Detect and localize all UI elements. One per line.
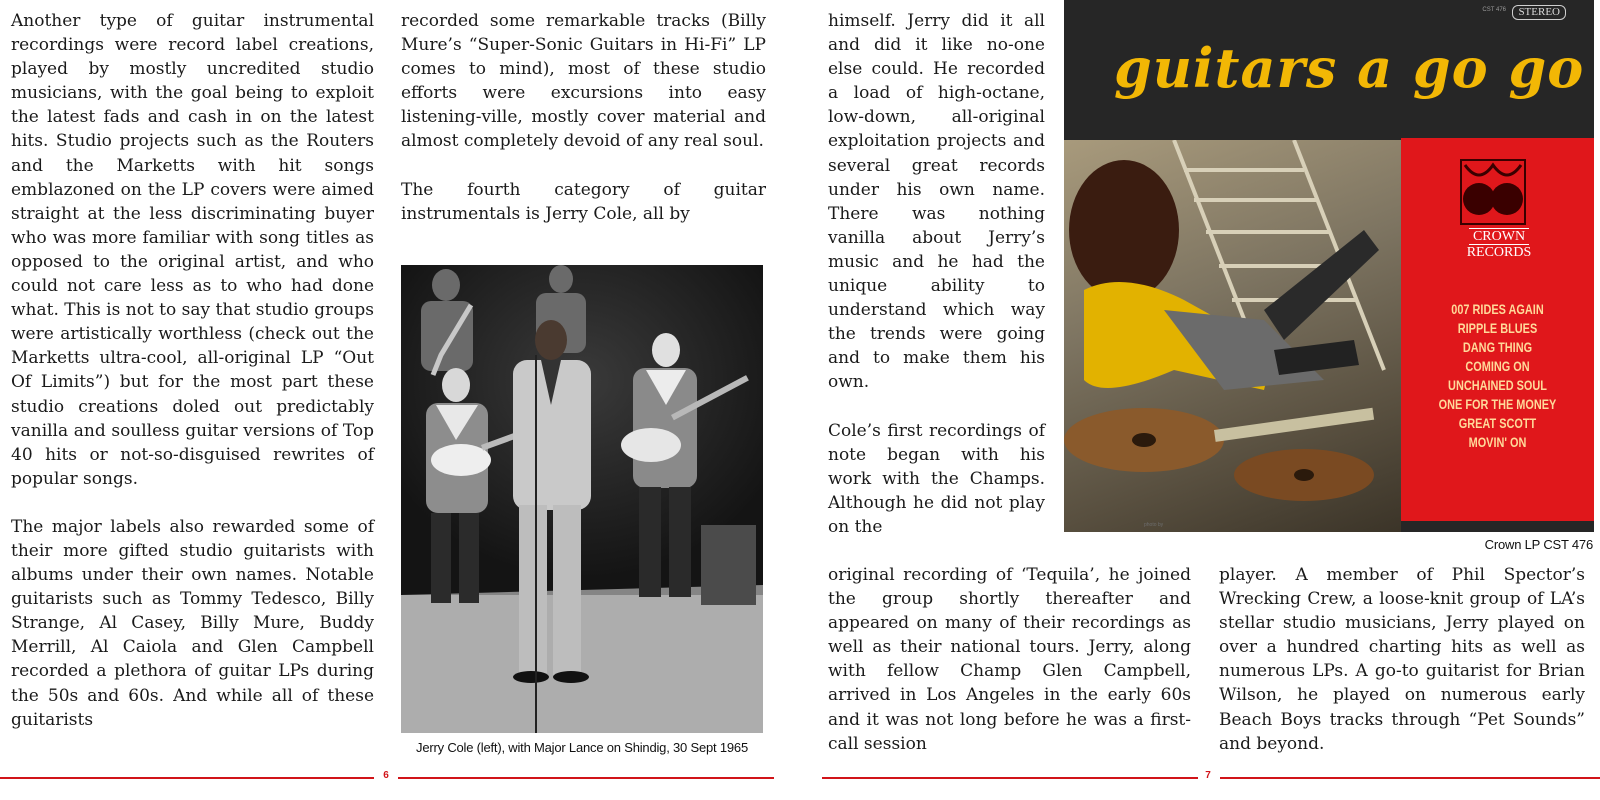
paragraph: recorded some remarkable tracks (Billy Mure’s “Super-Sonic Guitars in Hi-Fi” LP comes to mind), most of these studio efforts were excursions into easy listening-ville, mostly cover material and almost completely devoid of any real soul. <box>401 11 766 152</box>
page-number-right: 7 <box>1205 770 1211 781</box>
paragraph: Another type of guitar instrumental recordings were record label creations, played by mostly uncredited studio musicians, with the goal being to exploit the latest fads and cash in on the latest hits. Studio projects such as the Routers and the Marketts with hit songs emblazoned on the LP covers were aimed straight at the less discriminating buyer who was more familiar with song titles as opposed to the original artist, and who could not care less as to who had done what. This is not to say that studio groups were artistically worthless (check out the Marketts ultra-cool, all-original LP “Out Of Limits”) but for the most part these studio creations doled out predictably vanilla and soulless guitar versions of Top 40 hits or not-so-disguised rewrites of popular songs. <box>11 11 374 489</box>
right-column-3 <box>1219 563 1585 780</box>
page-number-left: 6 <box>383 770 389 781</box>
cover-brand-crown: CROWN <box>1469 228 1529 245</box>
cover-stereo-badge: STEREO <box>1512 5 1566 20</box>
paragraph: player. A member of Phil Spector’s Wrecking Crew, a loose-knit group of LA’s stellar studio musicians, Jerry played on over a hundred charting hits as well as numerous LPs. A go-to guitarist for Brian Wilson, he played on numerous early Beach Boys tracks through “Pet Sounds” and beyond. <box>1219 565 1585 754</box>
cover-track: RIPPLE BLUES <box>1457 320 1538 336</box>
album-cover <box>1064 0 1594 532</box>
paragraph: The major labels also rewarded some of their more gifted studio guitarists with albums under their own names. Notable guitarists such as Tommy Tedesco, Billy Strange, Al Casey, Billy Mure, Buddy Merrill, Al Caiola and Glen Campbell recorded a plethora of guitar LPs during the 50s and 60s. And while all of these guitarists <box>11 516 374 730</box>
cover-brand-records: RECORDS <box>1466 245 1532 260</box>
left-column-2 <box>401 9 766 250</box>
cover-title: guitars a go go <box>1114 36 1585 100</box>
cover-photo-credit: photo by <box>1144 522 1164 528</box>
left-column-1 <box>11 9 374 756</box>
cover-track: DANG THING <box>1462 339 1533 355</box>
paragraph: The fourth category of guitar instrumentals is Jerry Cole, all by <box>401 179 766 224</box>
photo-illustration <box>401 265 763 733</box>
paragraph: Cole’s first recordings of note began with his work with the Champs. Although he did not play on the <box>828 420 1045 537</box>
paragraph: original recording of ‘Tequila’, he joined the group shortly thereafter and appeared on many of their recordings as well as their national tours. Jerry, along with fellow Champ Glen Campbell, arrived in Los Angeles in the early 60s and it was not long before he was a first-call session <box>828 565 1191 754</box>
cover-illustration <box>1064 140 1401 532</box>
cover-track: GREAT SCOTT <box>1458 415 1537 431</box>
photo-caption: Jerry Cole (left), with Major Lance on Shindig, 30 Sept 1965 <box>416 740 748 755</box>
shindig-photo <box>401 265 763 733</box>
footer-rule-left <box>0 777 374 779</box>
cover-track-list <box>1422 300 1573 452</box>
cover-photo <box>1064 140 1401 532</box>
right-column-1 <box>828 9 1045 563</box>
footer-rule-right <box>1220 777 1600 779</box>
cover-catalog-number: CST 476 <box>1482 7 1506 13</box>
cover-track: UNCHAINED SOUL <box>1448 377 1547 393</box>
cover-track: COMING ON <box>1465 358 1530 374</box>
right-column-2 <box>828 563 1191 780</box>
footer-rule-right <box>822 777 1198 779</box>
cover-track: MOVIN' ON <box>1468 434 1527 450</box>
cover-track: ONE FOR THE MONEY <box>1438 396 1557 412</box>
crown-records-logo-icon <box>1460 159 1526 225</box>
footer-rule-left <box>398 777 774 779</box>
cover-brand <box>1449 228 1549 260</box>
cover-red-panel <box>1401 138 1594 521</box>
cover-track: 007 RIDES AGAIN <box>1451 301 1544 317</box>
cover-caption: Crown LP CST 476 <box>1484 537 1593 552</box>
paragraph: himself. Jerry did it all and did it like no-one else could. He recorded a load of high-octane, low-down, all-original exploitation projects and several great records under his own name. There was nothing vanilla about Jerry’s music and he had the unique ability to understand which way the trends were going and to make them his own. <box>828 11 1045 393</box>
